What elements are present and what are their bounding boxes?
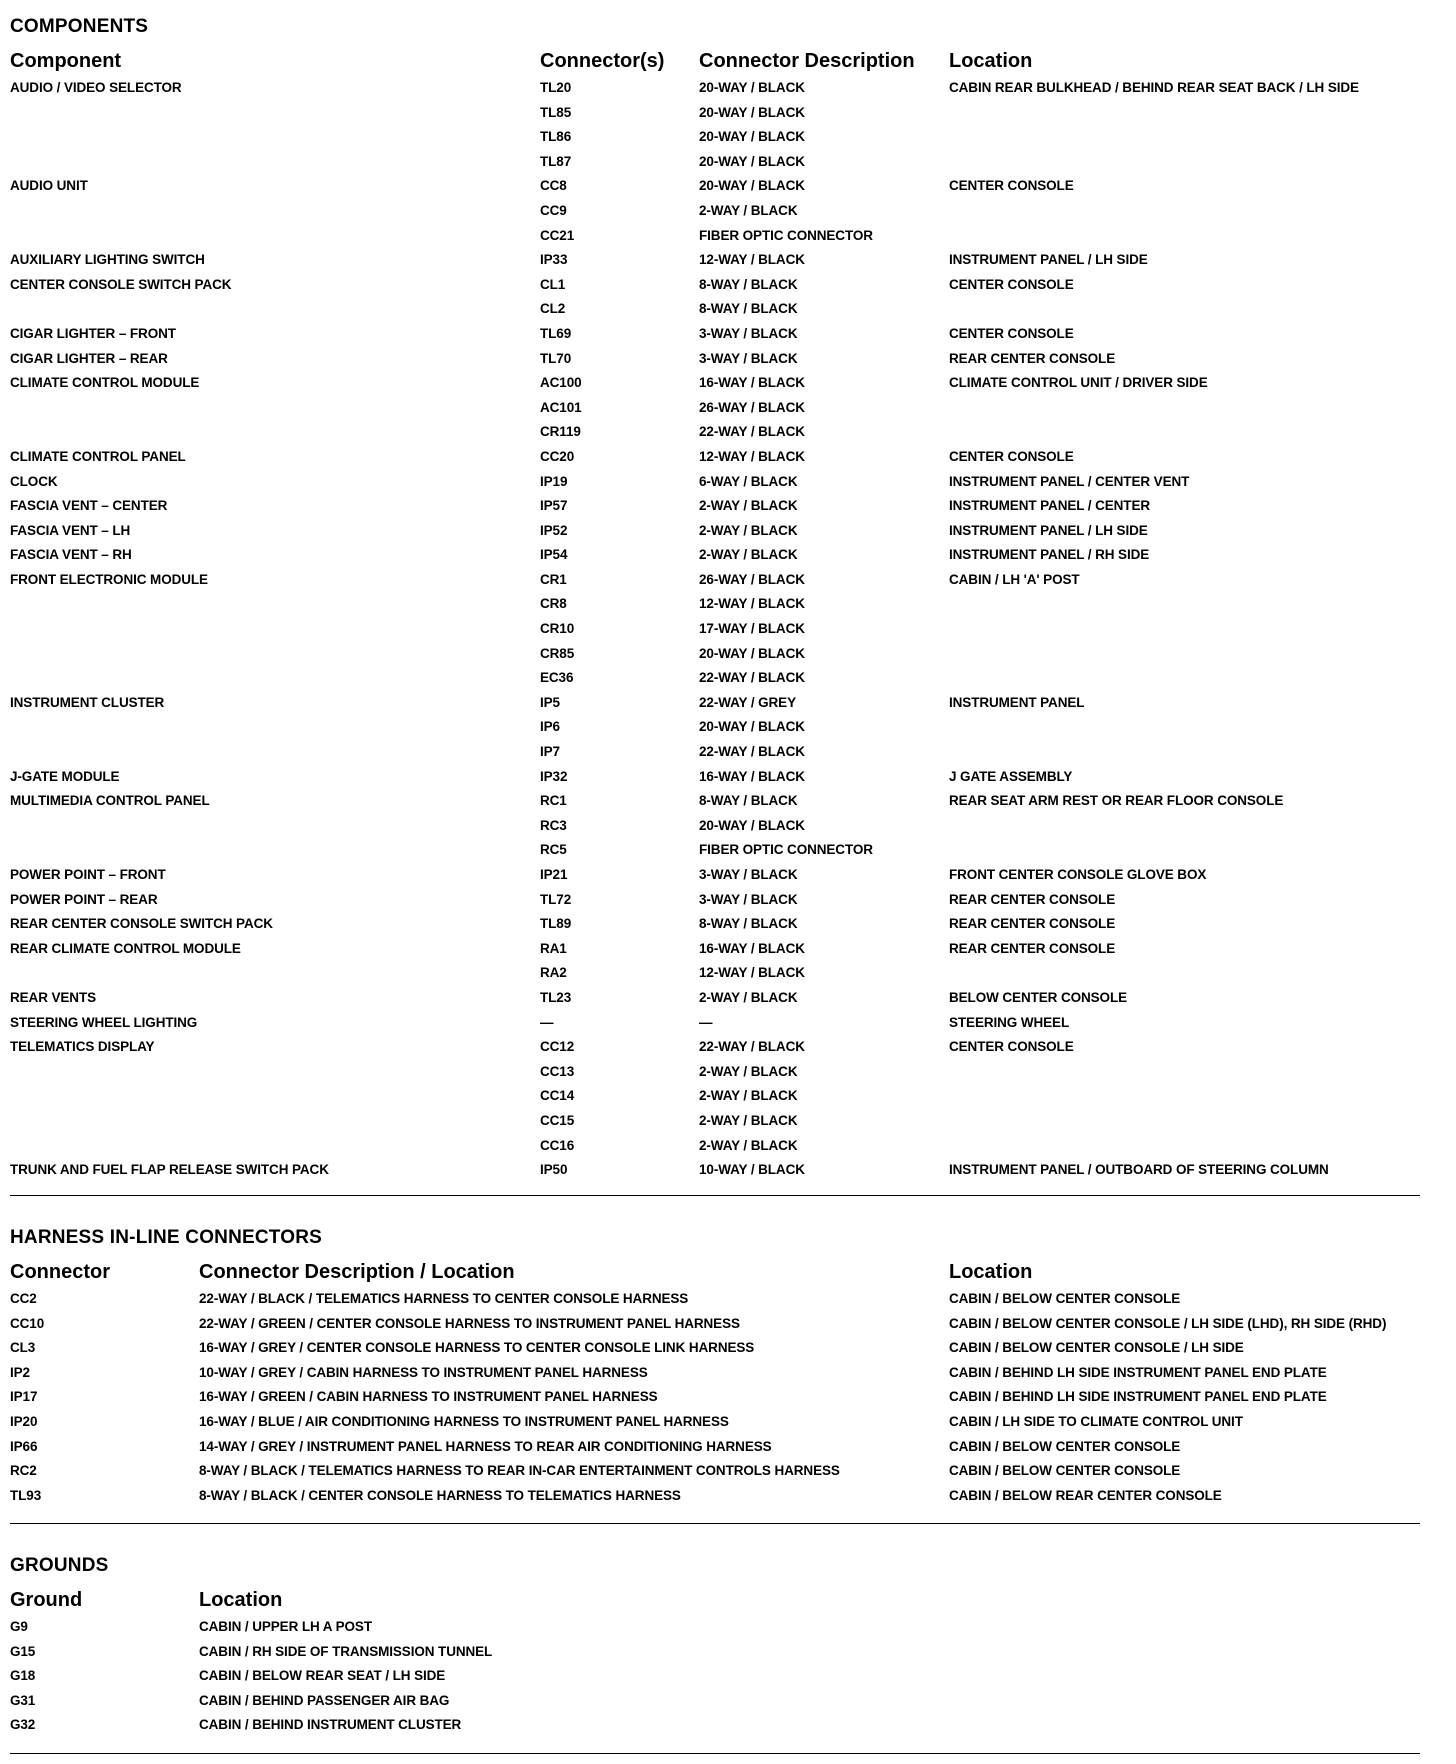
location-cell: CABIN / BELOW CENTER CONSOLE [949, 1291, 1181, 1306]
location-cell: REAR CENTER CONSOLE [949, 350, 1116, 366]
table-row [10, 740, 1420, 765]
connector-id-cell: IP66 [10, 1438, 38, 1454]
connector-description-location-cell: 14-WAY / GREY / INSTRUMENT PANEL HARNESS TO REAR AIR CONDITIONING HARNESS [199, 1438, 772, 1454]
table-row [10, 1410, 1420, 1435]
column-header-location: Location [199, 1589, 283, 1611]
harness-section [10, 1225, 1420, 1508]
connector-id-cell: CC20 [540, 448, 575, 464]
location-cell: CABIN / BELOW REAR SEAT / LH SIDE [199, 1668, 446, 1684]
connector-description-cell: 20-WAY / BLACK [699, 719, 805, 735]
connector-id-cell: IP7 [540, 744, 560, 760]
location-cell: REAR CENTER CONSOLE [949, 891, 1116, 907]
location-cell: CENTER CONSOLE [949, 325, 1074, 341]
connector-id-cell: IP50 [540, 1162, 568, 1178]
connector-description-cell: 8-WAY / BLACK [699, 301, 798, 317]
table-row [10, 248, 1420, 273]
table-row [10, 1361, 1420, 1386]
location-cell: CENTER CONSOLE [949, 1039, 1074, 1055]
connector-id-cell: RC5 [540, 842, 567, 858]
location-cell: INSTRUMENT PANEL [949, 694, 1085, 710]
connector-description-cell: 20-WAY / BLACK [699, 153, 805, 169]
component-name-cell: CLIMATE CONTROL PANEL [10, 448, 186, 464]
grounds-table-body [10, 1615, 1420, 1738]
section-title: HARNESS IN-LINE CONNECTORS [10, 1227, 323, 1248]
connector-description-location-cell: 16-WAY / BLUE / AIR CONDITIONING HARNESS TO INSTRUMENT PANEL HARNESS [199, 1413, 729, 1429]
component-name-cell: AUDIO / VIDEO SELECTOR [10, 80, 182, 95]
connector-description-cell: — [699, 1014, 713, 1030]
connector-description-cell: 8-WAY / BLACK [699, 916, 798, 932]
component-name-cell: POWER POINT – FRONT [10, 867, 166, 882]
connector-id-cell: CR8 [540, 596, 567, 612]
component-name-cell: CENTER CONSOLE SWITCH PACK [10, 276, 232, 292]
connector-description-cell: 3-WAY / BLACK [699, 325, 798, 341]
table-row [10, 1035, 1420, 1060]
location-cell: INSTRUMENT PANEL / RH SIDE [949, 547, 1150, 563]
connector-description-location-cell: 16-WAY / GREEN / CABIN HARNESS TO INSTRUMENT PANEL HARNESS [199, 1389, 658, 1405]
connector-id-cell: CC2 [10, 1291, 37, 1306]
connector-id-cell: TL93 [10, 1487, 42, 1503]
component-name-cell: CLIMATE CONTROL MODULE [10, 375, 200, 391]
connector-id-cell: IP32 [540, 768, 568, 784]
location-cell: CABIN / BELOW CENTER CONSOLE / LH SIDE (LHD), RH SIDE (RHD) [949, 1315, 1387, 1331]
connector-id-cell: CC10 [10, 1315, 45, 1331]
connector-description-cell: 12-WAY / BLACK [699, 596, 805, 612]
connector-description-cell: 2-WAY / BLACK [699, 1112, 798, 1128]
connector-description-cell: 20-WAY / BLACK [699, 80, 805, 95]
column-header-connectors: Connector(s) [540, 50, 665, 72]
component-name-cell: FASCIA VENT – RH [10, 547, 132, 563]
connector-id-cell: AC100 [540, 375, 582, 391]
component-name-cell: FRONT ELECTRONIC MODULE [10, 571, 208, 587]
location-cell: FRONT CENTER CONSOLE GLOVE BOX [949, 867, 1207, 882]
table-row [10, 961, 1420, 986]
table-row [10, 814, 1420, 839]
table-row [10, 1615, 1420, 1640]
component-name-cell: AUXILIARY LIGHTING SWITCH [10, 252, 205, 268]
location-cell: CABIN / BEHIND LH SIDE INSTRUMENT PANEL END PLATE [949, 1389, 1327, 1405]
connector-description-cell: 22-WAY / BLACK [699, 670, 805, 686]
grounds-section [10, 1553, 1420, 1738]
table-row [10, 937, 1420, 962]
table-row [10, 1060, 1420, 1085]
location-cell: CABIN REAR BULKHEAD / BEHIND REAR SEAT BACK / LH SIDE [949, 80, 1359, 95]
table-row [10, 224, 1420, 249]
connector-id-cell: CL1 [540, 276, 566, 292]
component-name-cell: TELEMATICS DISPLAY [10, 1039, 155, 1055]
connector-description-cell: 2-WAY / BLACK [699, 1063, 798, 1079]
ground-id-cell: G15 [10, 1643, 36, 1659]
connector-id-cell: CC8 [540, 178, 567, 194]
connector-description-cell: 20-WAY / BLACK [699, 817, 805, 833]
location-cell: BELOW CENTER CONSOLE [949, 989, 1128, 1005]
ground-id-cell: G32 [10, 1717, 36, 1733]
table-row [10, 101, 1420, 126]
component-name-cell: FASCIA VENT – CENTER [10, 498, 168, 514]
connector-description-cell: 16-WAY / BLACK [699, 375, 805, 391]
table-row [10, 1011, 1420, 1036]
section-divider [10, 1523, 1420, 1524]
connector-id-cell: RC1 [540, 793, 567, 809]
connector-id-cell: IP19 [540, 473, 568, 489]
connector-id-cell: TL86 [540, 129, 572, 145]
table-row [10, 715, 1420, 740]
location-cell: CABIN / BELOW REAR CENTER CONSOLE [949, 1487, 1222, 1503]
table-row [10, 986, 1420, 1011]
table-row [10, 1312, 1420, 1337]
connector-id-cell: IP17 [10, 1389, 38, 1405]
table-row [10, 371, 1420, 396]
components-table-body [10, 76, 1420, 1183]
components-section [10, 14, 1420, 1183]
column-header-component: Component [10, 50, 122, 72]
location-cell: INSTRUMENT PANEL / LH SIDE [949, 522, 1148, 538]
location-cell: CABIN / RH SIDE OF TRANSMISSION TUNNEL [199, 1643, 493, 1659]
component-name-cell: AUDIO UNIT [10, 178, 88, 194]
table-row [10, 347, 1420, 372]
connector-id-cell: TL20 [540, 80, 572, 95]
table-row [10, 1158, 1420, 1183]
location-cell: J GATE ASSEMBLY [949, 768, 1073, 784]
connector-id-cell: IP52 [540, 522, 568, 538]
connector-description-location-cell: 8-WAY / BLACK / TELEMATICS HARNESS TO REAR IN-CAR ENTERTAINMENT CONTROLS HARNESS [199, 1463, 840, 1479]
component-name-cell: REAR VENTS [10, 989, 97, 1005]
connector-id-cell: IP21 [540, 867, 568, 882]
connector-id-cell: RA1 [540, 940, 567, 956]
component-name-cell: MULTIMEDIA CONTROL PANEL [10, 793, 210, 809]
connector-id-cell: CC15 [540, 1112, 575, 1128]
connector-description-cell: 2-WAY / BLACK [699, 202, 798, 218]
connector-description-cell: 2-WAY / BLACK [699, 522, 798, 538]
location-cell: CABIN / UPPER LH A POST [199, 1619, 372, 1634]
table-row [10, 1640, 1420, 1665]
table-row [10, 174, 1420, 199]
connector-description-location-cell: 10-WAY / GREY / CABIN HARNESS TO INSTRUMENT PANEL HARNESS [199, 1364, 648, 1380]
connector-id-cell: TL72 [540, 891, 572, 907]
component-name-cell: J-GATE MODULE [10, 768, 120, 784]
location-cell: INSTRUMENT PANEL / CENTER VENT [949, 473, 1190, 489]
connector-id-cell: RA2 [540, 965, 567, 981]
location-cell: CENTER CONSOLE [949, 276, 1074, 292]
component-name-cell: FASCIA VENT – LH [10, 522, 131, 538]
table-row [10, 1484, 1420, 1509]
table-row [10, 199, 1420, 224]
table-row [10, 642, 1420, 667]
component-name-cell: CLOCK [10, 473, 58, 489]
connector-id-cell: RC3 [540, 817, 567, 833]
connector-id-cell: TL85 [540, 104, 572, 120]
table-header [10, 46, 1420, 76]
connector-description-cell: 16-WAY / BLACK [699, 768, 805, 784]
table-row [10, 470, 1420, 495]
location-cell: REAR CENTER CONSOLE [949, 940, 1116, 956]
connector-description-cell: 22-WAY / BLACK [699, 744, 805, 760]
location-cell: INSTRUMENT PANEL / OUTBOARD OF STEERING COLUMN [949, 1162, 1329, 1178]
table-header [10, 1585, 1420, 1615]
connector-description-cell: 22-WAY / BLACK [699, 1039, 805, 1055]
connector-id-cell: CR10 [540, 621, 575, 637]
component-name-cell: TRUNK AND FUEL FLAP RELEASE SWITCH PACK [10, 1162, 329, 1178]
connector-description-cell: 12-WAY / BLACK [699, 448, 805, 464]
connector-id-cell: IP54 [540, 547, 568, 563]
table-row [10, 273, 1420, 298]
connector-description-location-cell: 22-WAY / BLACK / TELEMATICS HARNESS TO CENTER CONSOLE HARNESS [199, 1291, 689, 1306]
table-row [10, 125, 1420, 150]
connector-description-cell: 2-WAY / BLACK [699, 989, 798, 1005]
connector-id-cell: IP6 [540, 719, 560, 735]
location-cell: CABIN / LH SIDE TO CLIMATE CONTROL UNIT [949, 1413, 1243, 1429]
connector-description-cell: 2-WAY / BLACK [699, 1088, 798, 1104]
column-header-ground: Ground [10, 1589, 83, 1611]
table-row [10, 494, 1420, 519]
connector-id-cell: CR119 [540, 424, 581, 440]
connector-id-cell: CR1 [540, 571, 567, 587]
ground-id-cell: G31 [10, 1692, 36, 1708]
connector-description-location-cell: 16-WAY / GREY / CENTER CONSOLE HARNESS TO CENTER CONSOLE LINK HARNESS [199, 1340, 755, 1356]
connector-description-cell: 17-WAY / BLACK [699, 621, 805, 637]
connector-id-cell: TL87 [540, 153, 572, 169]
connector-description-cell: 8-WAY / BLACK [699, 276, 798, 292]
connector-description-cell: 8-WAY / BLACK [699, 793, 798, 809]
location-cell: CENTER CONSOLE [949, 178, 1074, 194]
connector-id-cell: CL2 [540, 301, 566, 317]
connector-description-location-cell: 8-WAY / BLACK / CENTER CONSOLE HARNESS TO TELEMATICS HARNESS [199, 1487, 681, 1503]
table-row [10, 1336, 1420, 1361]
connector-id-cell: IP33 [540, 252, 568, 268]
connector-id-cell: IP2 [10, 1364, 30, 1380]
table-row [10, 1664, 1420, 1689]
connector-id-cell: CC14 [540, 1088, 575, 1104]
table-row [10, 1134, 1420, 1159]
connector-id-cell: CC21 [540, 227, 575, 243]
table-row [10, 1287, 1420, 1312]
table-row [10, 592, 1420, 617]
section-title: GROUNDS [10, 1555, 109, 1576]
connector-id-cell: CL3 [10, 1340, 36, 1356]
connector-description-cell: 3-WAY / BLACK [699, 350, 798, 366]
location-cell: INSTRUMENT PANEL / CENTER [949, 498, 1151, 514]
connector-description-cell: 12-WAY / BLACK [699, 965, 805, 981]
table-row [10, 1109, 1420, 1134]
column-header-connector: Connector [10, 1261, 110, 1283]
table-row [10, 838, 1420, 863]
connector-id-cell: EC36 [540, 670, 574, 686]
table-row [10, 445, 1420, 470]
location-cell: CABIN / BEHIND INSTRUMENT CLUSTER [199, 1717, 462, 1733]
component-name-cell: REAR CLIMATE CONTROL MODULE [10, 940, 241, 956]
connector-description-cell: 6-WAY / BLACK [699, 473, 798, 489]
location-cell: CABIN / BEHIND LH SIDE INSTRUMENT PANEL END PLATE [949, 1364, 1327, 1380]
component-name-cell: STEERING WHEEL LIGHTING [10, 1014, 198, 1030]
section-divider [10, 1195, 1420, 1196]
connector-description-cell: 22-WAY / GREY [699, 694, 796, 710]
connector-description-cell: 3-WAY / BLACK [699, 891, 798, 907]
table-row [10, 420, 1420, 445]
connector-description-cell: 10-WAY / BLACK [699, 1162, 805, 1178]
component-name-cell: POWER POINT – REAR [10, 891, 158, 907]
table-row [10, 1084, 1420, 1109]
table-row [10, 396, 1420, 421]
connector-description-cell: 26-WAY / BLACK [699, 399, 805, 415]
table-row [10, 765, 1420, 790]
table-header [10, 1257, 1420, 1287]
connector-id-cell: TL89 [540, 916, 572, 932]
connector-id-cell: CC12 [540, 1039, 575, 1055]
table-row [10, 150, 1420, 175]
ground-id-cell: G9 [10, 1619, 28, 1634]
table-row [10, 888, 1420, 913]
harness-table-body [10, 1287, 1420, 1508]
location-cell: INSTRUMENT PANEL / LH SIDE [949, 252, 1148, 268]
location-cell: REAR SEAT ARM REST OR REAR FLOOR CONSOLE [949, 793, 1284, 809]
location-cell: CABIN / BELOW CENTER CONSOLE [949, 1438, 1181, 1454]
ground-id-cell: G18 [10, 1668, 36, 1684]
table-row [10, 1689, 1420, 1714]
connector-description-location-cell: 22-WAY / GREEN / CENTER CONSOLE HARNESS TO INSTRUMENT PANEL HARNESS [199, 1315, 740, 1331]
column-header-connector-description: Connector Description [699, 50, 915, 72]
section-title: COMPONENTS [10, 16, 149, 37]
connector-description-cell: 22-WAY / BLACK [699, 424, 805, 440]
table-row [10, 297, 1420, 322]
table-row [10, 322, 1420, 347]
table-row [10, 519, 1420, 544]
connector-id-cell: TL23 [540, 989, 572, 1005]
component-name-cell: REAR CENTER CONSOLE SWITCH PACK [10, 916, 273, 932]
section-divider [10, 1753, 1420, 1754]
connector-description-cell: 12-WAY / BLACK [699, 252, 805, 268]
column-header-location: Location [949, 50, 1033, 72]
connector-id-cell: IP57 [540, 498, 568, 514]
table-row [10, 789, 1420, 814]
connector-description-cell: 2-WAY / BLACK [699, 547, 798, 563]
table-row [10, 1385, 1420, 1410]
table-row [10, 1459, 1420, 1484]
component-name-cell: INSTRUMENT CLUSTER [10, 694, 165, 710]
location-cell: CENTER CONSOLE [949, 448, 1074, 464]
connector-description-cell: 16-WAY / BLACK [699, 940, 805, 956]
component-name-cell: CIGAR LIGHTER – REAR [10, 350, 168, 366]
location-cell: REAR CENTER CONSOLE [949, 916, 1116, 932]
table-row [10, 1435, 1420, 1460]
connector-description-cell: FIBER OPTIC CONNECTOR [699, 227, 873, 243]
connector-description-cell: 20-WAY / BLACK [699, 129, 805, 145]
connector-id-cell: IP20 [10, 1413, 38, 1429]
column-header-connector-description-location: Connector Description / Location [199, 1261, 515, 1283]
connector-id-cell: AC101 [540, 399, 582, 415]
connector-description-cell: 20-WAY / BLACK [699, 178, 805, 194]
connector-id-cell: IP5 [540, 694, 560, 710]
connector-id-cell: — [540, 1014, 554, 1030]
table-row [10, 76, 1420, 101]
connector-description-cell: 26-WAY / BLACK [699, 571, 805, 587]
connector-description-cell: 3-WAY / BLACK [699, 867, 798, 882]
location-cell: CABIN / BEHIND PASSENGER AIR BAG [199, 1692, 450, 1708]
connector-description-cell: 20-WAY / BLACK [699, 104, 805, 120]
connector-id-cell: RC2 [10, 1463, 37, 1479]
table-row [10, 691, 1420, 716]
table-row [10, 1713, 1420, 1738]
table-row [10, 863, 1420, 888]
connector-id-cell: CC9 [540, 202, 567, 218]
connector-description-cell: 20-WAY / BLACK [699, 645, 805, 661]
table-row [10, 666, 1420, 691]
connector-description-cell: 2-WAY / BLACK [699, 1137, 798, 1153]
connector-id-cell: CR85 [540, 645, 575, 661]
column-header-location: Location [949, 1261, 1033, 1283]
location-cell: CLIMATE CONTROL UNIT / DRIVER SIDE [949, 375, 1208, 391]
table-row [10, 617, 1420, 642]
location-cell: CABIN / BELOW CENTER CONSOLE / LH SIDE [949, 1340, 1244, 1356]
location-cell: CABIN / LH 'A' POST [949, 571, 1080, 587]
connector-description-cell: FIBER OPTIC CONNECTOR [699, 842, 873, 858]
connector-description-cell: 2-WAY / BLACK [699, 498, 798, 514]
table-row [10, 543, 1420, 568]
component-name-cell: CIGAR LIGHTER – FRONT [10, 325, 176, 341]
connector-id-cell: TL70 [540, 350, 572, 366]
location-cell: CABIN / BELOW CENTER CONSOLE [949, 1463, 1181, 1479]
table-row [10, 912, 1420, 937]
connector-id-cell: TL69 [540, 325, 572, 341]
connector-id-cell: CC16 [540, 1137, 575, 1153]
table-row [10, 568, 1420, 593]
connector-id-cell: CC13 [540, 1063, 575, 1079]
location-cell: STEERING WHEEL [949, 1014, 1070, 1030]
